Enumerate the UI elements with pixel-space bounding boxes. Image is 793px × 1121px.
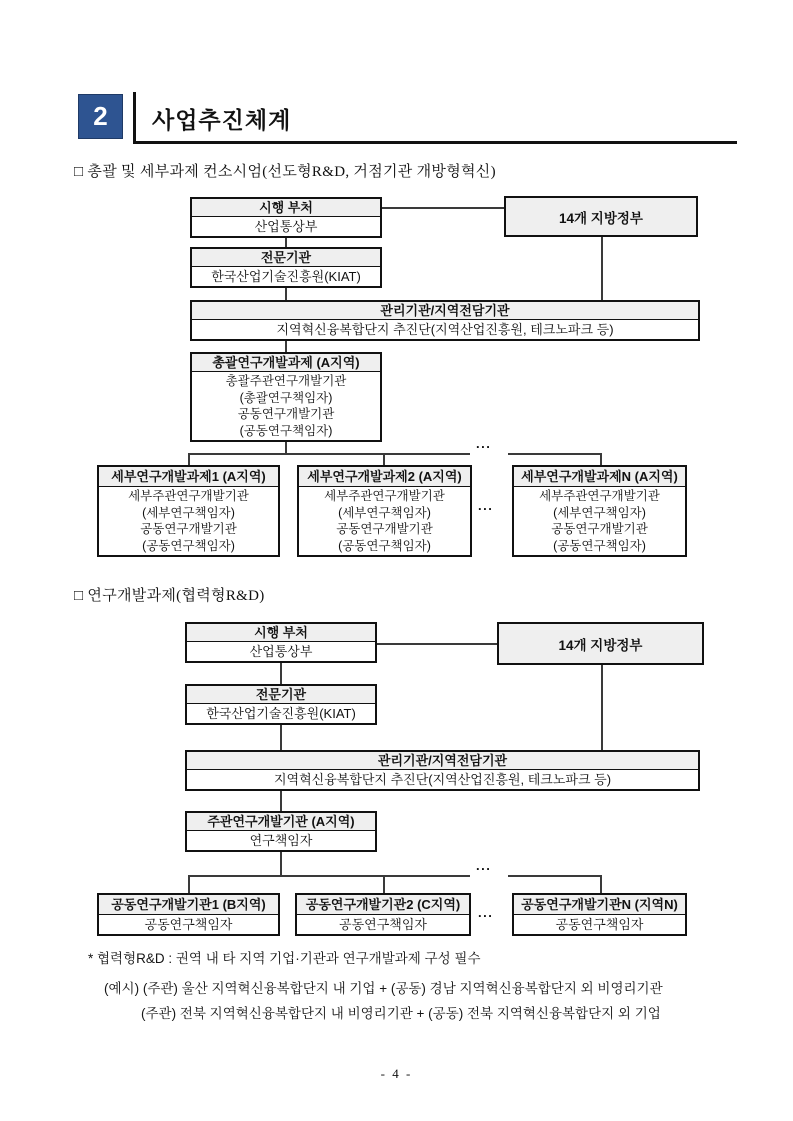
- s1-local-gov-box: 14개 지방정부: [504, 196, 698, 237]
- org-line: (공동연구책임자): [338, 538, 431, 553]
- s2-joint-org-n-body: 공동연구책임자: [555, 917, 644, 932]
- org-line: (공동연구책임자): [142, 538, 235, 553]
- org-line: (세부연구책임자): [142, 505, 235, 520]
- s2-local-gov-box: 14개 지방정부: [497, 622, 704, 665]
- s2-joint-org-1-body: 공동연구책임자: [144, 917, 233, 932]
- s1-sub-project-box-2: [297, 465, 472, 557]
- org-line: (총괄연구책임자): [239, 390, 333, 405]
- s1-management-header: 관리기관/지역전담기관: [192, 302, 698, 320]
- footnote-line-1: * 협력형R&D : 권역 내 타 지역 기업·기관과 연구개발과제 구성 필수: [88, 951, 481, 966]
- s1-general-project-header: 총괄연구개발과제 (A지역): [192, 354, 380, 372]
- s2-agency-header: 전문기관: [187, 686, 375, 704]
- org-line: 총괄주관연구개발기관: [225, 374, 347, 388]
- s1-sub-project-box-1: [97, 465, 280, 557]
- s1-sub-project-n-header: 세부연구개발과제N (A지역): [514, 467, 685, 487]
- page-title: 사업추진체계: [152, 107, 292, 133]
- s2-management-body: 지역혁신융복합단지 추진단(지역산업진흥원, 테크노파크 등): [273, 772, 612, 787]
- s1-agency-body: 한국산업기술진흥원(KIAT): [211, 269, 361, 284]
- connector: [285, 288, 287, 300]
- s2-joint-org-box-1: [97, 893, 280, 936]
- connector: [600, 453, 602, 465]
- s1-sub-project-1-header: 세부연구개발과제1 (A지역): [99, 467, 278, 487]
- connector: [280, 725, 282, 750]
- s1-general-project-body: [192, 372, 380, 440]
- s2-joint-org-2-header: 공동연구개발기관2 (C지역): [297, 895, 469, 915]
- ellipsis: ...: [476, 436, 492, 451]
- org-line: 공동연구개발기관: [336, 522, 433, 536]
- s2-agency-body: 한국산업기술진흥원(KIAT): [206, 706, 356, 721]
- s2-joint-org-1-header: 공동연구개발기관1 (B지역): [99, 895, 278, 915]
- s1-management-body: 지역혁신융복합단지 추진단(지역산업진흥원, 테크노파크 등): [276, 322, 614, 337]
- s1-ministry-header: 시행 부처: [192, 199, 380, 217]
- connector: [600, 875, 602, 893]
- ellipsis: ...: [476, 858, 492, 873]
- page-number: - 4 -: [380, 1066, 413, 1081]
- s2-agency-box: [185, 684, 377, 725]
- s1-general-project-box: [190, 352, 382, 442]
- ellipsis: ...: [478, 498, 494, 513]
- s2-lead-org-body: 연구책임자: [249, 833, 313, 848]
- title-divider: [133, 92, 136, 142]
- s1-sub-project-1-body: [99, 487, 278, 555]
- connector: [280, 791, 282, 811]
- footnote-line-3: (주관) 전북 지역혁신융복합단지 내 비영리기관 + (공동) 전북 지역혁신융복합단지 외 기업: [141, 1006, 661, 1021]
- section1-heading: □ 총괄 및 세부과제 컨소시엄(선도형R&D, 거점기관 개방형혁신): [74, 164, 496, 180]
- connector: [508, 875, 602, 877]
- s2-lead-org-header: 주관연구개발기관 (A지역): [187, 813, 375, 831]
- s2-management-header: 관리기관/지역전담기관: [187, 752, 698, 770]
- connector: [188, 453, 470, 455]
- title-underline: [133, 141, 737, 144]
- connector: [285, 341, 287, 352]
- s2-ministry-header: 시행 부처: [187, 624, 375, 642]
- org-line: 세부주관연구개발기관: [324, 489, 445, 503]
- s1-agency-box: [190, 247, 382, 288]
- s2-ministry-box: [185, 622, 377, 663]
- org-line: 공동연구개발기관: [140, 522, 237, 536]
- connector: [285, 238, 287, 247]
- org-line: 세부주관연구개발기관: [539, 489, 660, 503]
- org-line: 공동연구개발기관: [237, 407, 335, 421]
- s1-management-box: [190, 300, 700, 341]
- org-line: (세부연구책임자): [553, 505, 646, 520]
- org-line: (공동연구책임자): [553, 538, 646, 553]
- section-number-badge: 2: [78, 94, 123, 139]
- connector: [383, 453, 385, 465]
- connector: [285, 442, 287, 453]
- s2-ministry-body: 산업통상부: [249, 644, 313, 659]
- s2-joint-org-2-body: 공동연구책임자: [339, 917, 427, 932]
- org-line: (공동연구책임자): [239, 423, 333, 438]
- s1-sub-project-box-n: [512, 465, 687, 557]
- s2-joint-org-n-header: 공동연구개발기관N (지역N): [514, 895, 685, 915]
- s1-agency-header: 전문기관: [192, 249, 380, 267]
- s2-lead-org-box: [185, 811, 377, 852]
- org-line: 공동연구개발기관: [551, 522, 648, 536]
- connector: [280, 852, 282, 875]
- org-line: 세부주관연구개발기관: [128, 489, 249, 503]
- connector: [601, 665, 603, 750]
- s1-ministry-body: 산업통상부: [254, 219, 318, 234]
- s2-joint-org-box-n: [512, 893, 687, 936]
- connector: [377, 643, 497, 645]
- s1-sub-project-n-body: [514, 487, 685, 555]
- s2-management-box: [185, 750, 700, 791]
- connector: [188, 875, 470, 877]
- connector: [601, 237, 603, 300]
- s1-ministry-box: [190, 197, 382, 238]
- connector: [383, 875, 385, 893]
- org-line: (세부연구책임자): [338, 505, 431, 520]
- connector: [188, 875, 190, 893]
- ellipsis: ...: [478, 905, 494, 920]
- s1-sub-project-2-header: 세부연구개발과제2 (A지역): [299, 467, 470, 487]
- connector: [382, 207, 504, 209]
- s2-joint-org-box-2: [295, 893, 471, 936]
- connector: [508, 453, 602, 455]
- footnote-line-2: (예시) (주관) 울산 지역혁신융복합단지 내 기업 + (공동) 경남 지역혁신융복합단지 외 비영리기관: [104, 981, 663, 996]
- section2-heading: □ 연구개발과제(협력형R&D): [74, 588, 265, 604]
- s1-sub-project-2-body: [299, 487, 470, 555]
- connector: [280, 663, 282, 684]
- connector: [188, 453, 190, 465]
